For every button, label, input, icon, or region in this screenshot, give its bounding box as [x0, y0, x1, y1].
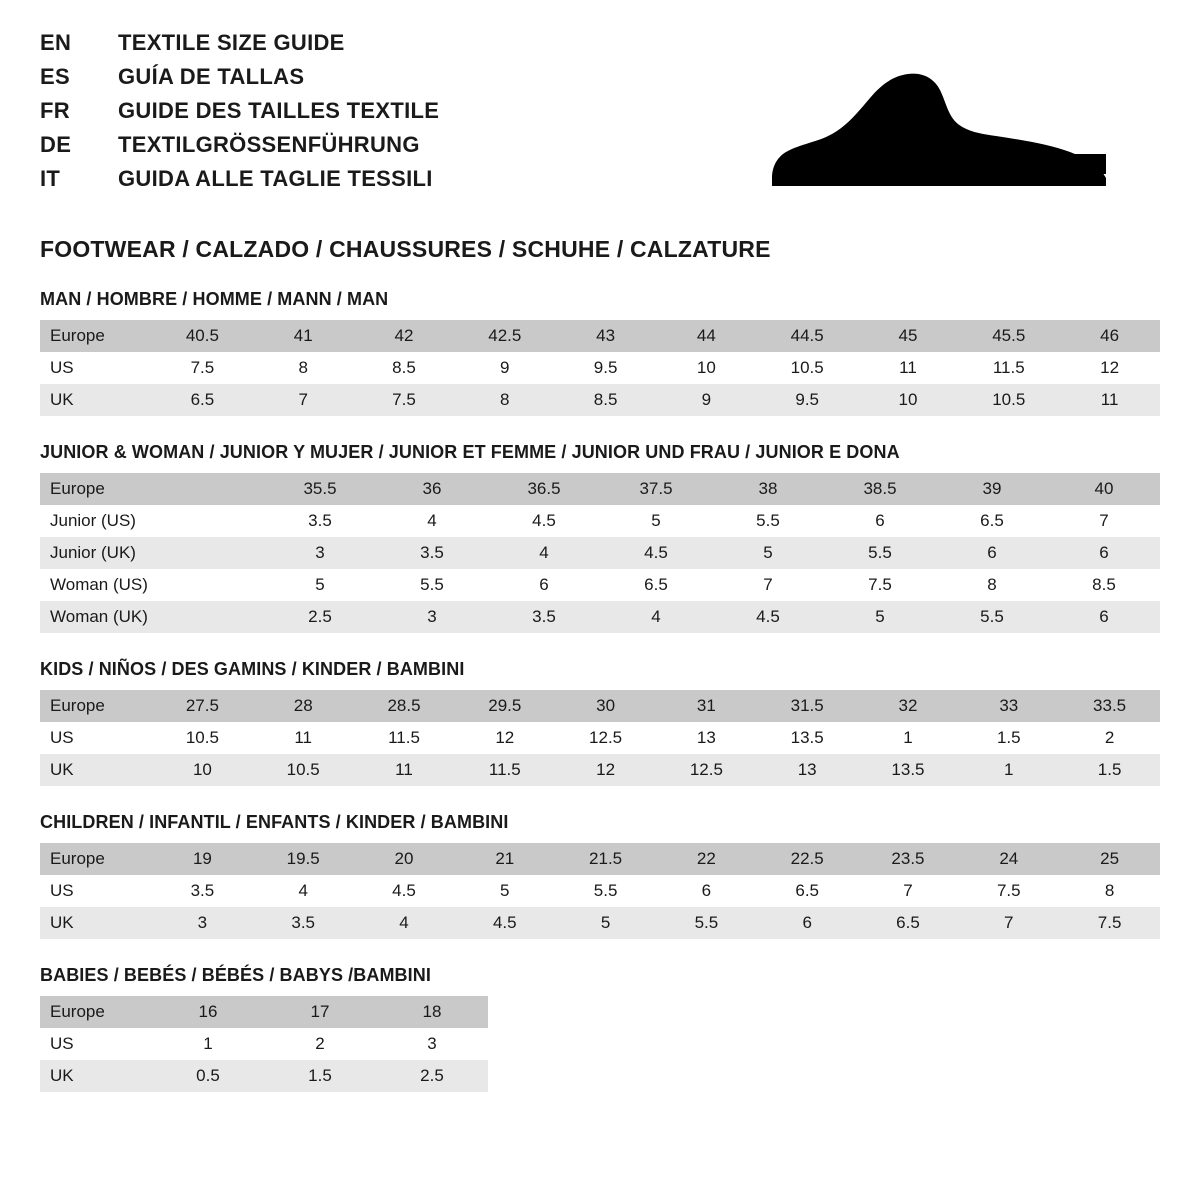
size-cell: 6 [824, 505, 936, 537]
group-title: CHILDREN / INFANTIL / ENFANTS / KINDER / BAMBINI [40, 812, 509, 832]
size-cell: 25 [1059, 843, 1160, 875]
size-cell: 1 [958, 754, 1059, 786]
table-row [40, 1060, 488, 1092]
size-cell: 19.5 [253, 843, 354, 875]
size-cell: 6 [1048, 537, 1160, 569]
size-cell: 37.5 [600, 473, 712, 505]
size-cell: 10 [858, 384, 959, 416]
size-cell: 44 [656, 320, 757, 352]
size-cell: 2.5 [264, 601, 376, 633]
size-cell: 28 [253, 690, 354, 722]
row-label: Europe [40, 690, 152, 722]
row-label: US [40, 352, 152, 384]
row-label: UK [40, 907, 152, 939]
size-cell: 38.5 [824, 473, 936, 505]
size-cell: 5 [555, 907, 656, 939]
size-cell: 5 [824, 601, 936, 633]
row-label: UK [40, 754, 152, 786]
size-cell: 6 [488, 569, 600, 601]
size-cell: 10.5 [958, 384, 1059, 416]
size-cell: 43 [555, 320, 656, 352]
category-title: FOOTWEAR / CALZADO / CHAUSSURES / SCHUHE / CALZATURE [40, 236, 771, 262]
size-cell: 7.5 [958, 875, 1059, 907]
size-cell: 3 [376, 1028, 488, 1060]
size-cell: 4.5 [454, 907, 555, 939]
size-cell: 40 [1048, 473, 1160, 505]
size-cell: 8 [253, 352, 354, 384]
table-row [40, 473, 1160, 505]
size-cell: 3.5 [253, 907, 354, 939]
size-cell: 8 [936, 569, 1048, 601]
language-title: TEXTILE SIZE GUIDE [118, 30, 345, 55]
size-table [40, 996, 488, 1092]
page-header [40, 30, 1160, 210]
language-code: EN [40, 30, 72, 55]
size-cell: 28.5 [354, 690, 455, 722]
size-cell: 40.5 [152, 320, 253, 352]
size-cell: 8 [1059, 875, 1160, 907]
size-cell: 6.5 [152, 384, 253, 416]
size-cell: 10.5 [152, 722, 253, 754]
language-row [40, 64, 439, 98]
size-cell: 2.5 [376, 1060, 488, 1092]
group-title: KIDS / NIÑOS / DES GAMINS / KINDER / BAMBINI [40, 659, 465, 679]
size-cell: 7.5 [824, 569, 936, 601]
row-label: UK [40, 1060, 152, 1092]
size-cell: 5.5 [555, 875, 656, 907]
size-cell: 39 [936, 473, 1048, 505]
size-cell: 9.5 [757, 384, 858, 416]
size-cell: 20 [354, 843, 455, 875]
language-row [40, 132, 439, 166]
size-cell: 1.5 [1059, 754, 1160, 786]
size-cell: 3.5 [264, 505, 376, 537]
size-cell: 7 [1048, 505, 1160, 537]
size-cell: 4.5 [488, 505, 600, 537]
size-cell: 13.5 [757, 722, 858, 754]
language-code: IT [40, 165, 61, 191]
size-cell: 46 [1059, 320, 1160, 352]
row-label: US [40, 875, 152, 907]
size-cell: 33 [958, 690, 1059, 722]
row-label: Europe [40, 473, 152, 505]
size-cell: 45.5 [958, 320, 1059, 352]
size-cell: 7.5 [1059, 907, 1160, 939]
size-cell: 6.5 [757, 875, 858, 907]
size-cell: 6.5 [858, 907, 959, 939]
size-table [40, 843, 1160, 939]
size-cell: 36 [376, 473, 488, 505]
table-row [40, 690, 1160, 722]
row-label: Europe [40, 996, 152, 1028]
size-cell: 4.5 [712, 601, 824, 633]
size-cell [152, 569, 264, 601]
size-table [40, 320, 1160, 416]
size-cell: 13.5 [858, 754, 959, 786]
row-label: UK [40, 384, 152, 416]
group-title: BABIES / BEBÉS / BÉBÉS / BABYS /BAMBINI [40, 965, 431, 985]
size-cell: 35.5 [264, 473, 376, 505]
size-cell: 29.5 [454, 690, 555, 722]
size-cell: 5.5 [656, 907, 757, 939]
size-tables-container [40, 289, 1160, 1092]
size-cell: 9 [656, 384, 757, 416]
language-code: DE [40, 131, 72, 157]
size-group-man [40, 289, 1160, 416]
size-cell: 0.5 [152, 1060, 264, 1092]
size-cell: 4 [600, 601, 712, 633]
size-cell: 45 [858, 320, 959, 352]
size-group-junior-woman [40, 442, 1160, 633]
table-row [40, 601, 1160, 633]
size-cell: 21.5 [555, 843, 656, 875]
size-cell: 2 [1059, 722, 1160, 754]
language-code: ES [40, 63, 70, 89]
size-cell: 7.5 [354, 384, 455, 416]
size-cell: 10 [656, 352, 757, 384]
table-row [40, 505, 1160, 537]
language-code: FR [40, 97, 70, 123]
table-row [40, 907, 1160, 939]
size-cell: 12.5 [656, 754, 757, 786]
size-cell: 10.5 [757, 352, 858, 384]
size-cell: 13 [757, 754, 858, 786]
table-row [40, 320, 1160, 352]
size-cell: 6.5 [936, 505, 1048, 537]
row-label: Woman (US) [40, 569, 152, 601]
table-row [40, 1028, 488, 1060]
size-cell: 33.5 [1059, 690, 1160, 722]
size-cell: 7.5 [152, 352, 253, 384]
size-cell: 7 [712, 569, 824, 601]
size-cell: 30 [555, 690, 656, 722]
size-cell: 8.5 [354, 352, 455, 384]
size-cell: 31 [656, 690, 757, 722]
language-row [40, 30, 439, 64]
size-cell: 24 [958, 843, 1059, 875]
size-cell: 21 [454, 843, 555, 875]
size-cell: 17 [264, 996, 376, 1028]
size-cell: 12 [454, 722, 555, 754]
size-table [40, 473, 1160, 633]
size-cell: 1.5 [264, 1060, 376, 1092]
table-row [40, 843, 1160, 875]
size-cell: 44.5 [757, 320, 858, 352]
size-cell: 23.5 [858, 843, 959, 875]
size-cell: 18 [376, 996, 488, 1028]
group-title: MAN / HOMBRE / HOMME / MANN / MAN [40, 289, 389, 309]
language-title: TEXTILGRÖSSENFÜHRUNG [118, 131, 420, 157]
size-cell [152, 505, 264, 537]
size-cell: 11.5 [454, 754, 555, 786]
size-cell: 3.5 [152, 875, 253, 907]
size-cell: 3.5 [488, 601, 600, 633]
size-cell: 38 [712, 473, 824, 505]
size-cell [152, 473, 264, 505]
language-row [40, 98, 439, 132]
group-title: JUNIOR & WOMAN / JUNIOR Y MUJER / JUNIOR ET FEMME / JUNIOR UND FRAU / JUNIOR E DONA [40, 442, 900, 462]
size-cell: 31.5 [757, 690, 858, 722]
size-cell: 1 [152, 1028, 264, 1060]
size-cell: 41 [253, 320, 354, 352]
size-cell: 6 [757, 907, 858, 939]
size-cell: 3.5 [376, 537, 488, 569]
size-cell: 5 [600, 505, 712, 537]
size-cell: 1 [858, 722, 959, 754]
size-cell: 11.5 [958, 352, 1059, 384]
language-row [40, 166, 439, 200]
size-cell: 3 [152, 907, 253, 939]
size-cell: 4 [488, 537, 600, 569]
table-row [40, 537, 1160, 569]
row-label: Junior (UK) [40, 537, 152, 569]
table-row [40, 722, 1160, 754]
size-cell: 6 [936, 537, 1048, 569]
size-cell: 4.5 [354, 875, 455, 907]
size-cell: 12 [1059, 352, 1160, 384]
size-cell: 4 [376, 505, 488, 537]
size-cell: 11 [1059, 384, 1160, 416]
language-title: GUIDE DES TAILLES TEXTILE [118, 97, 440, 123]
size-cell: 4.5 [600, 537, 712, 569]
size-cell: 2 [264, 1028, 376, 1060]
size-cell: 12.5 [555, 722, 656, 754]
language-title: GUIDA ALLE TAGLIE TESSILI [118, 165, 433, 191]
size-cell: 5.5 [376, 569, 488, 601]
size-group-babies [40, 965, 1160, 1092]
size-cell: 42.5 [454, 320, 555, 352]
size-cell: 4 [253, 875, 354, 907]
row-label: Woman (UK) [40, 601, 152, 633]
size-cell: 8.5 [555, 384, 656, 416]
size-cell: 19 [152, 843, 253, 875]
size-cell: 5 [712, 537, 824, 569]
size-cell: 42 [354, 320, 455, 352]
size-cell: 7 [858, 875, 959, 907]
size-cell: 22.5 [757, 843, 858, 875]
size-cell: 8.5 [1048, 569, 1160, 601]
size-cell: 36.5 [488, 473, 600, 505]
size-cell: 10 [152, 754, 253, 786]
size-cell: 27.5 [152, 690, 253, 722]
table-row [40, 754, 1160, 786]
table-row [40, 569, 1160, 601]
size-cell: 5 [454, 875, 555, 907]
size-cell: 32 [858, 690, 959, 722]
size-cell: 11 [253, 722, 354, 754]
size-cell: 11 [858, 352, 959, 384]
size-cell: 6 [1048, 601, 1160, 633]
size-cell: 3 [264, 537, 376, 569]
size-cell: 5.5 [712, 505, 824, 537]
size-cell: 4 [354, 907, 455, 939]
size-cell: 6.5 [600, 569, 712, 601]
row-label: Junior (US) [40, 505, 152, 537]
size-cell: 9.5 [555, 352, 656, 384]
language-title: GUÍA DE TALLAS [118, 63, 305, 89]
size-cell: 3 [376, 601, 488, 633]
size-cell: 1.5 [958, 722, 1059, 754]
row-label: Europe [40, 843, 152, 875]
size-cell: 8 [454, 384, 555, 416]
row-label: US [40, 1028, 152, 1060]
size-cell [152, 601, 264, 633]
size-cell: 7 [253, 384, 354, 416]
table-row [40, 352, 1160, 384]
size-cell: 11 [354, 754, 455, 786]
size-cell: 9 [454, 352, 555, 384]
size-group-kids [40, 659, 1160, 786]
size-cell: 11.5 [354, 722, 455, 754]
size-cell: 10.5 [253, 754, 354, 786]
size-cell: 5.5 [936, 601, 1048, 633]
size-table [40, 690, 1160, 786]
size-cell: 6 [656, 875, 757, 907]
size-cell: 5 [264, 569, 376, 601]
size-cell: 13 [656, 722, 757, 754]
size-cell: 5.5 [824, 537, 936, 569]
dress-shoe-icon [760, 50, 1120, 210]
size-cell [152, 537, 264, 569]
language-title-list [40, 30, 439, 200]
size-cell: 12 [555, 754, 656, 786]
table-row [40, 384, 1160, 416]
table-row [40, 875, 1160, 907]
row-label: Europe [40, 320, 152, 352]
size-cell: 16 [152, 996, 264, 1028]
row-label: US [40, 722, 152, 754]
size-cell: 22 [656, 843, 757, 875]
size-cell: 7 [958, 907, 1059, 939]
size-group-children [40, 812, 1160, 939]
table-row [40, 996, 488, 1028]
